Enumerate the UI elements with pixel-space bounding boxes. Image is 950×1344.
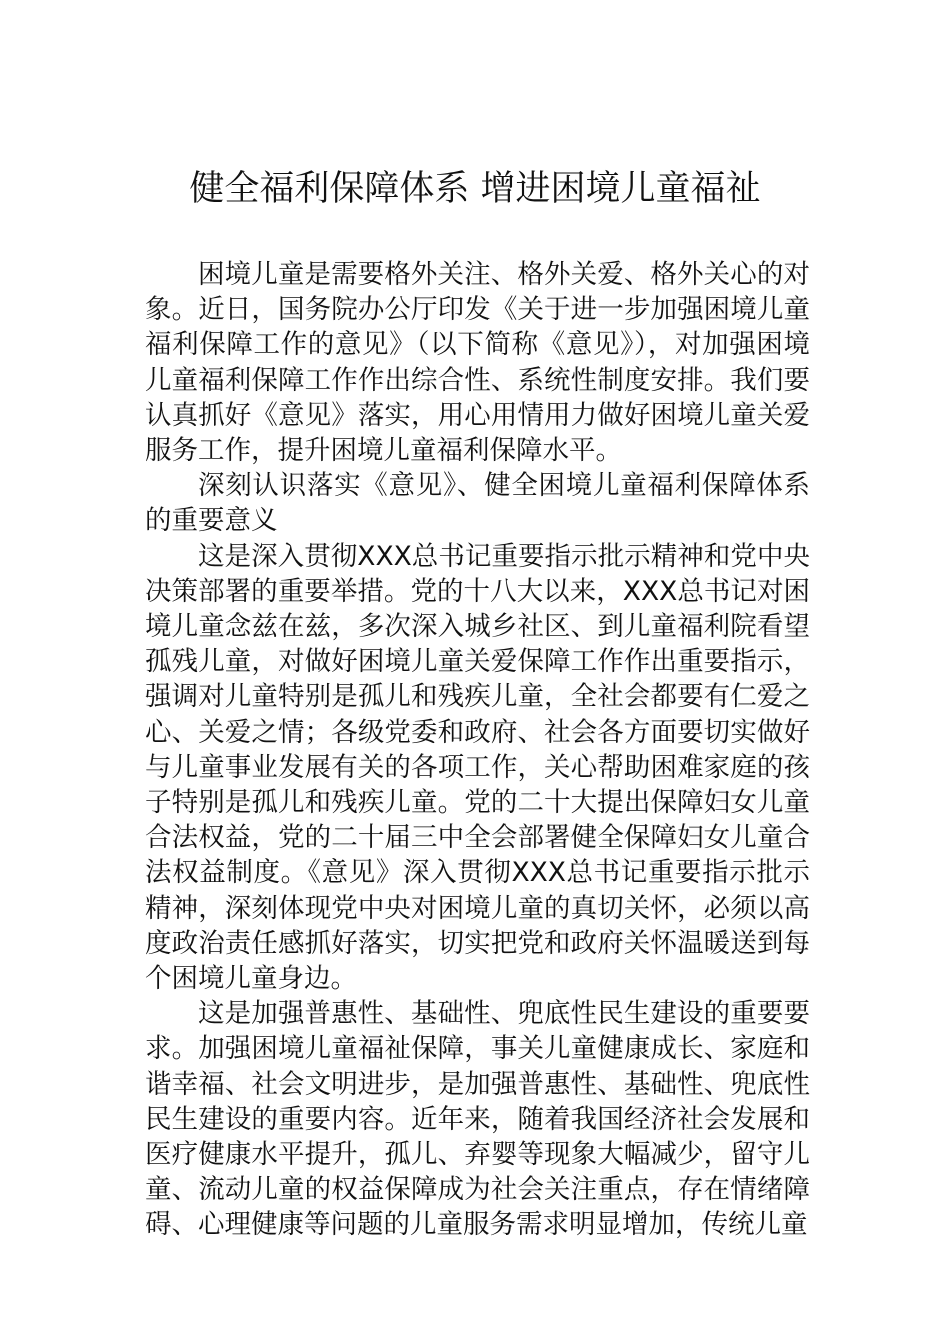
- paragraph-directive: 这是深入贯彻XXX总书记重要指示批示精神和党中央决策部署的重要举措。党的十八大以来，XXX总书记对困境儿童念兹在兹，多次深入城乡社区、到儿童福利院看望孤残儿童，对做好困境儿童关爱保障工作作出重要指示，强调对儿童特别是孤儿和残疾儿童，全社会都要有仁爱之心、关爱之情；各级党委和政府、社会各方面要切实做好与儿童事业发展有关的各项工作，关心帮助困难家庭的孩子特别是孤儿和残疾儿童。党的二十大提出保障妇女儿童合法权益，党的二十届三中全会部署健全保障妇女儿童合法权益制度。《意见》深入贯彻XXX总书记重要指示批示精神，深刻体现党中央对困境儿童的真切关怀，必须以高度政治责任感抓好落实，切实把党和政府关怀温暖送到每个困境儿童身边。: [145, 540, 810, 995]
- paragraph-intro: 困境儿童是需要格外关注、格外关爱、格外关心的对象。近日，国务院办公厅印发《关于进一步加强困境儿童福利保障工作的意见》（以下简称《意见》），对加强困境儿童福利保障工作作出综合性、系统性制度安排。我们要认真抓好《意见》落实，用心用情用力做好困境儿童关爱服务工作，提升困境儿童福利保障水平。: [145, 259, 810, 467]
- section-heading: 深刻认识落实《意见》、健全困境儿童福利保障体系的重要意义: [145, 470, 810, 537]
- paragraph-livelihood: 这是加强普惠性、基础性、兜底性民生建设的重要要求。加强困境儿童福祉保障，事关儿童健康成长、家庭和谐幸福、社会文明进步，是加强普惠性、基础性、兜底性民生建设的重要内容。近年来，随着我国经济社会发展和医疗健康水平提升，孤儿、弃婴等现象大幅减少，留守儿童、流动儿童的权益保障成为社会关注重点，存在情绪障碍、心理健康等问题的儿童服务需求明显增加，传统儿童: [145, 998, 810, 1241]
- document-body: [145, 257, 810, 1243]
- document-title: 健全福利保障体系 增进困境儿童福祉: [189, 169, 761, 209]
